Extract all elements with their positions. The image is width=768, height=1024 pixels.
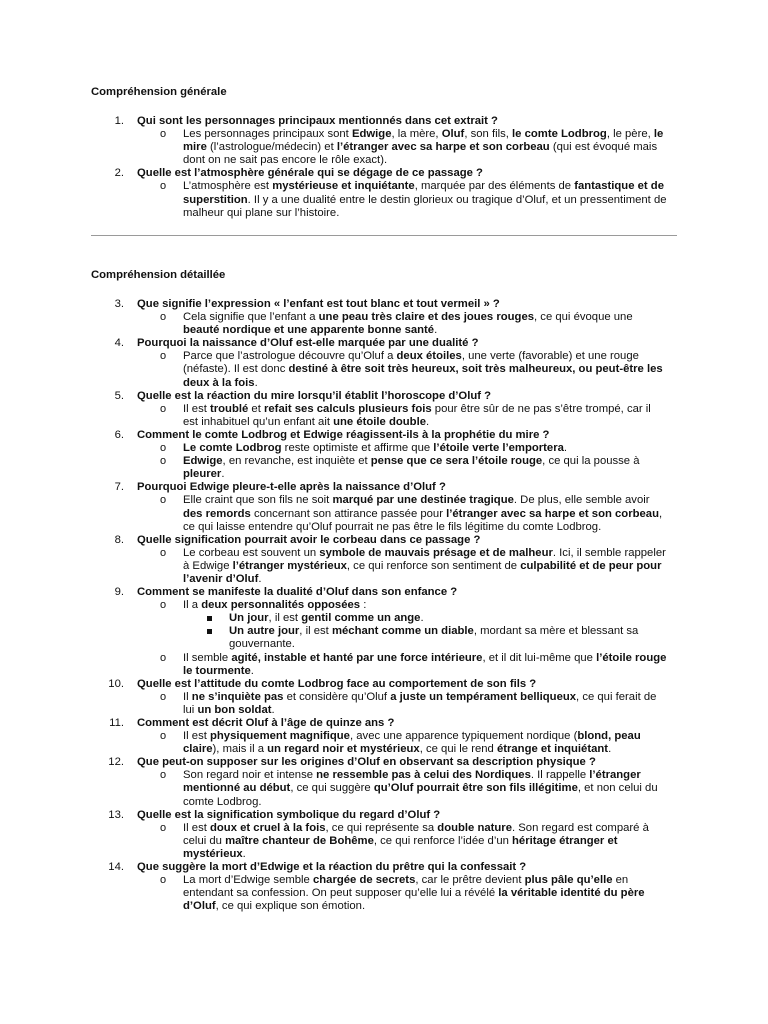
answer-item <box>137 599 677 651</box>
bold-text: le comte Lodbrog <box>512 128 607 141</box>
question-text: Quelle signification pourrait avoir le corbeau dans ce passage ? <box>137 533 481 546</box>
question-number: 6. <box>114 428 124 441</box>
text-run: en entendant sa confession. On peut supposer qu’elle lui a révélé <box>183 874 629 900</box>
question-text: Comment le comte Lodbrog et Edwige réagissent-ils à la prophétie du mire ? <box>137 428 550 441</box>
bold-text: Edwige <box>183 455 223 468</box>
bold-text: Un jour <box>229 612 269 625</box>
text-run: Les personnages principaux sont <box>183 128 352 141</box>
hollow-bullet-icon: o <box>160 874 167 887</box>
question-text: Quelle est l’atmosphère générale qui se dégage de ce passage ? <box>137 167 483 180</box>
answer-item <box>137 547 677 586</box>
text-run: , une verte (favorable) et une rouge (néfaste). Il est donc <box>183 350 639 376</box>
text-run: , son fils, <box>464 128 513 141</box>
bold-text: culpabilité et de peur pour l’avenir d’Oluf <box>183 559 662 585</box>
square-bullet-icon <box>207 616 212 621</box>
hollow-bullet-icon: o <box>160 455 167 468</box>
bold-text: un bon soldat <box>197 703 272 716</box>
text-run: , et il dit lui-même que <box>482 651 597 664</box>
answer-list <box>137 874 677 913</box>
text-run: . <box>271 703 275 716</box>
question-item <box>91 167 677 219</box>
question-number: 3. <box>114 298 124 310</box>
question-number: 14. <box>108 861 124 874</box>
answer-item <box>137 442 677 455</box>
bold-text: le mire <box>183 128 664 154</box>
text-run: , ce qui la pousse à <box>542 455 640 468</box>
text-run: . <box>426 415 430 428</box>
answer-list <box>137 599 677 678</box>
question-item <box>91 298 677 337</box>
question-number: 7. <box>114 481 124 494</box>
hollow-bullet-icon: o <box>160 180 167 193</box>
text-run: , ce qui renforce l’idée d’un <box>373 834 513 847</box>
answer-list <box>137 822 677 861</box>
bold-text: une peau très claire et des joues rouges <box>318 311 535 324</box>
answer-list <box>137 403 677 429</box>
text-run: Son regard noir et intense <box>183 769 317 782</box>
question-item <box>91 678 677 717</box>
bold-text: troublé <box>210 402 249 415</box>
bold-text: l’étranger avec sa harpe et son corbeau <box>446 507 659 520</box>
bold-text: Oluf <box>441 128 465 141</box>
section-title-general: Compréhension générale <box>91 86 227 98</box>
question-number: 12. <box>108 756 124 769</box>
text-run: . <box>420 612 424 625</box>
text-run: Le corbeau est souvent un <box>183 546 320 559</box>
question-text: Que signifie l’expression « l’enfant est tout blanc et tout vermeil » ? <box>137 298 500 310</box>
question-number: 10. <box>108 677 124 690</box>
question-number: 11. <box>109 717 124 729</box>
bold-text: blond, peau claire <box>183 730 641 756</box>
text-run: . <box>242 847 246 860</box>
section-divider <box>91 235 677 236</box>
answer-item <box>137 652 677 678</box>
bold-text: méchant comme un diable <box>331 625 474 638</box>
text-run: Il est <box>183 821 210 834</box>
question-list-detailed <box>91 298 677 913</box>
text-run: Il est <box>183 730 210 743</box>
text-run: , ce qui suggère <box>290 782 374 795</box>
bold-text: plus pâle qu’elle <box>524 874 613 887</box>
bold-text: beauté nordique et une apparente bonne santé <box>183 324 435 337</box>
square-bullet-icon <box>207 629 212 634</box>
answer-list <box>137 691 677 717</box>
bold-text: étrange et inquiétant <box>496 743 609 756</box>
bold-text: héritage étranger et mystérieux <box>183 834 618 860</box>
question-number: 8. <box>114 533 124 546</box>
bold-text: double nature <box>437 821 512 834</box>
text-run: , ce qui ferait de lui <box>183 690 657 716</box>
text-run: , il est <box>299 625 332 638</box>
bold-text: pleurer <box>183 468 222 481</box>
bold-text: marqué par une destinée tragique <box>332 494 514 507</box>
answer-item <box>137 494 677 533</box>
text-run: (l’astrologue/médecin) et <box>206 141 337 154</box>
text-run: ), mais il a <box>212 743 268 756</box>
hollow-bullet-icon: o <box>160 769 167 782</box>
question-item <box>91 534 677 586</box>
hollow-bullet-icon: o <box>160 599 167 612</box>
text-run: Il est <box>183 402 210 415</box>
text-run: . De plus, elle semble avoir <box>513 494 650 507</box>
question-item <box>91 337 677 389</box>
text-run: , et non celui du comte Lodbrog. <box>183 782 658 808</box>
text-run: , car le prêtre devient <box>415 874 525 887</box>
text-run: . <box>250 664 254 677</box>
answer-item <box>137 730 677 756</box>
text-run: Il a <box>183 599 202 612</box>
answer-item <box>137 822 677 861</box>
text-run: , avec une apparence typiquement nordique ( <box>349 730 578 743</box>
hollow-bullet-icon: o <box>160 311 167 324</box>
text-run: . Ici, il semble rappeler à Edwige <box>183 546 666 572</box>
answer-list <box>137 180 677 219</box>
sub-answer-list <box>183 612 667 651</box>
question-text: Qui sont les personnages principaux mentionnés dans cet extrait ? <box>137 115 498 127</box>
question-number: 2. <box>114 167 124 180</box>
text-run: . <box>608 743 612 756</box>
question-item <box>91 429 677 481</box>
hollow-bullet-icon: o <box>160 402 167 415</box>
bold-text: la véritable identité du père d’Oluf <box>183 887 645 913</box>
question-item <box>91 586 677 678</box>
question-item <box>91 390 677 429</box>
question-text: Que peut-on supposer sur les origines d’Oluf en observant sa description physique ? <box>137 756 596 769</box>
bold-text: deux étoiles <box>396 350 462 363</box>
text-run: . <box>221 468 225 481</box>
hollow-bullet-icon: o <box>160 128 167 141</box>
sub-answer-item <box>183 625 667 651</box>
text-run: , mordant sa mère et blessant sa gouvernante. <box>229 625 639 651</box>
question-item <box>91 717 677 756</box>
text-run: . Son regard est comparé à celui du <box>183 821 649 847</box>
text-run: L’atmosphère est <box>183 180 273 193</box>
text-run: La mort d’Edwige semble <box>183 874 313 887</box>
question-text: Quelle est la signification symbolique du regard d’Oluf ? <box>137 808 441 821</box>
answer-item <box>137 128 677 167</box>
text-run: et considère qu’Oluf <box>283 690 391 703</box>
question-number: 1. <box>114 115 124 127</box>
text-run: . Il y a une dualité entre le destin glorieux ou tragique d’Oluf, et un pressentiment de malheur qui plane sur l’histoire. <box>183 193 667 219</box>
question-text: Comment est décrit Oluf à l’âge de quinze ans ? <box>137 717 395 729</box>
text-run: Cela signifie que l’enfant a <box>183 311 319 324</box>
hollow-bullet-icon: o <box>160 730 167 743</box>
text-run: . <box>254 376 258 389</box>
bold-text: Edwige <box>351 128 392 141</box>
bold-text: pense que ce sera l’étoile rouge <box>370 455 543 468</box>
bold-text: maître chanteur de Bohême <box>225 834 374 847</box>
section-title-detailed: Compréhension détaillée <box>91 269 226 281</box>
bold-text: agité, instable et hanté par une force intérieure <box>231 651 483 664</box>
answer-list <box>137 128 677 167</box>
text-run: pour être sûr de ne pas s’être trompé, car il est inhabituel qu’un enfant ait <box>183 402 651 428</box>
text-run: , la mère, <box>391 128 442 141</box>
answer-list <box>137 547 677 586</box>
question-item <box>91 756 677 808</box>
bold-text: l’étranger avec sa harpe et son corbeau <box>336 141 550 154</box>
text-run: : <box>360 599 367 612</box>
question-number: 4. <box>114 337 124 350</box>
question-text: Pourquoi la naissance d’Oluf est-elle marquée par une dualité ? <box>137 337 479 350</box>
text-run: . <box>563 442 568 455</box>
bold-text: chargée de secrets <box>312 874 416 887</box>
answer-item <box>137 403 677 429</box>
text-run: , en revanche, est inquiète et <box>222 455 371 468</box>
bold-text: deux personnalités opposées <box>201 599 361 612</box>
question-item <box>91 115 677 167</box>
answer-list <box>137 730 677 756</box>
text-run: . <box>434 324 438 337</box>
text-run: . <box>258 572 262 585</box>
question-text: Quelle est l’attitude du comte Lodbrog face au comportement de son fils ? <box>137 677 537 690</box>
answer-list <box>137 494 677 533</box>
text-run: Il <box>183 690 192 703</box>
hollow-bullet-icon: o <box>160 546 167 559</box>
bold-text: symbole de mauvais présage et de malheur <box>319 546 553 559</box>
hollow-bullet-icon: o <box>160 350 167 363</box>
bold-text: mystérieuse et inquiétante <box>272 180 415 193</box>
bold-text: Un autre jour <box>229 625 300 638</box>
answer-item <box>137 350 677 389</box>
text-run: , ce qui laisse entendre qu’Oluf pourrait ne pas être le fils légitime du comte Lodbrog. <box>183 507 663 533</box>
answer-list <box>137 350 677 389</box>
question-item <box>91 481 677 533</box>
text-run: , ce qui évoque une <box>534 311 633 324</box>
answer-item <box>137 180 677 219</box>
hollow-bullet-icon: o <box>160 494 167 507</box>
text-run: et <box>248 402 264 415</box>
bold-text: doux et cruel à la fois <box>210 821 326 834</box>
text-run: . Il rappelle <box>530 769 590 782</box>
question-number: 9. <box>114 586 124 599</box>
bold-text: une étoile double <box>333 415 426 428</box>
hollow-bullet-icon: o <box>160 651 167 664</box>
answer-item <box>137 691 677 717</box>
bold-text: fantastique et de superstition <box>183 180 664 206</box>
text-run: Il semble <box>183 651 232 664</box>
question-text: Comment se manifeste la dualité d’Oluf dans son enfance ? <box>137 586 458 599</box>
hollow-bullet-icon: o <box>160 821 167 834</box>
question-text: Que suggère la mort d’Edwige et la réaction du prêtre qui la confessait ? <box>137 861 527 874</box>
text-run: , le père, <box>606 128 654 141</box>
answer-list <box>137 311 677 337</box>
bold-text: qu’Oluf pourrait être son fils illégitime <box>373 782 578 795</box>
text-run: , il est <box>268 612 302 625</box>
answer-item <box>137 455 677 481</box>
hollow-bullet-icon: o <box>160 442 167 455</box>
question-text: Pourquoi Edwige pleure-t-elle après la naissance d’Oluf ? <box>137 481 446 494</box>
question-list-general <box>91 115 677 220</box>
question-text: Quelle est la réaction du mire lorsqu’il établit l’horoscope d’Oluf ? <box>137 389 492 402</box>
question-item <box>91 809 677 861</box>
bold-text: l’étranger mystérieux <box>232 559 347 572</box>
bold-text: ne ressemble pas à celui des Nordiques <box>316 769 531 782</box>
text-run: , marquée par des éléments de <box>414 180 575 193</box>
bold-text: a juste un tempérament belliqueux <box>390 690 577 703</box>
answer-item <box>137 311 677 337</box>
answer-item <box>137 874 677 913</box>
question-number: 13. <box>108 808 124 821</box>
answer-item <box>137 769 677 808</box>
text-run: , ce qui représente sa <box>325 821 438 834</box>
text-run: Elle craint que son fils ne soit <box>183 494 333 507</box>
hollow-bullet-icon: o <box>160 690 167 703</box>
question-item <box>91 861 677 913</box>
bold-text: destiné à être soit très heureux, soit très malheureux, ou peut-être les deux à la fois <box>183 363 663 389</box>
text-run: , ce qui explique son émotion. <box>215 900 366 913</box>
bold-text: gentil comme un ange <box>301 612 421 625</box>
bold-text: Le comte Lodbrog <box>183 442 282 455</box>
bold-text: refait ses calculs plusieurs fois <box>264 402 432 415</box>
text-run: Parce que l’astrologue découvre qu’Oluf a <box>183 350 397 363</box>
answer-list <box>137 769 677 808</box>
sub-answer-item <box>183 612 667 625</box>
bold-text: l’étoile rouge le tourmente <box>183 651 667 677</box>
text-run: (qui est évoqué mais dont on ne sait pas encore le rôle exact). <box>183 141 658 167</box>
bold-text: ne s’inquiète pas <box>191 690 284 703</box>
bold-text: l’étranger mentionné au début <box>183 769 641 795</box>
text-run: , ce qui renforce son sentiment de <box>346 559 521 572</box>
text-run: , ce qui le rend <box>419 743 497 756</box>
bold-text: physiquement magnifique <box>210 730 350 743</box>
question-number: 5. <box>114 389 124 402</box>
bold-text: l’étoile verte l’emportera <box>433 442 564 455</box>
answer-list <box>137 442 677 481</box>
text-run: concernant son attirance passée pour <box>250 507 447 520</box>
text-run: reste optimiste et affirme que <box>281 442 434 455</box>
bold-text: un regard noir et mystérieux <box>267 743 420 756</box>
bold-text: des remords <box>183 507 251 520</box>
